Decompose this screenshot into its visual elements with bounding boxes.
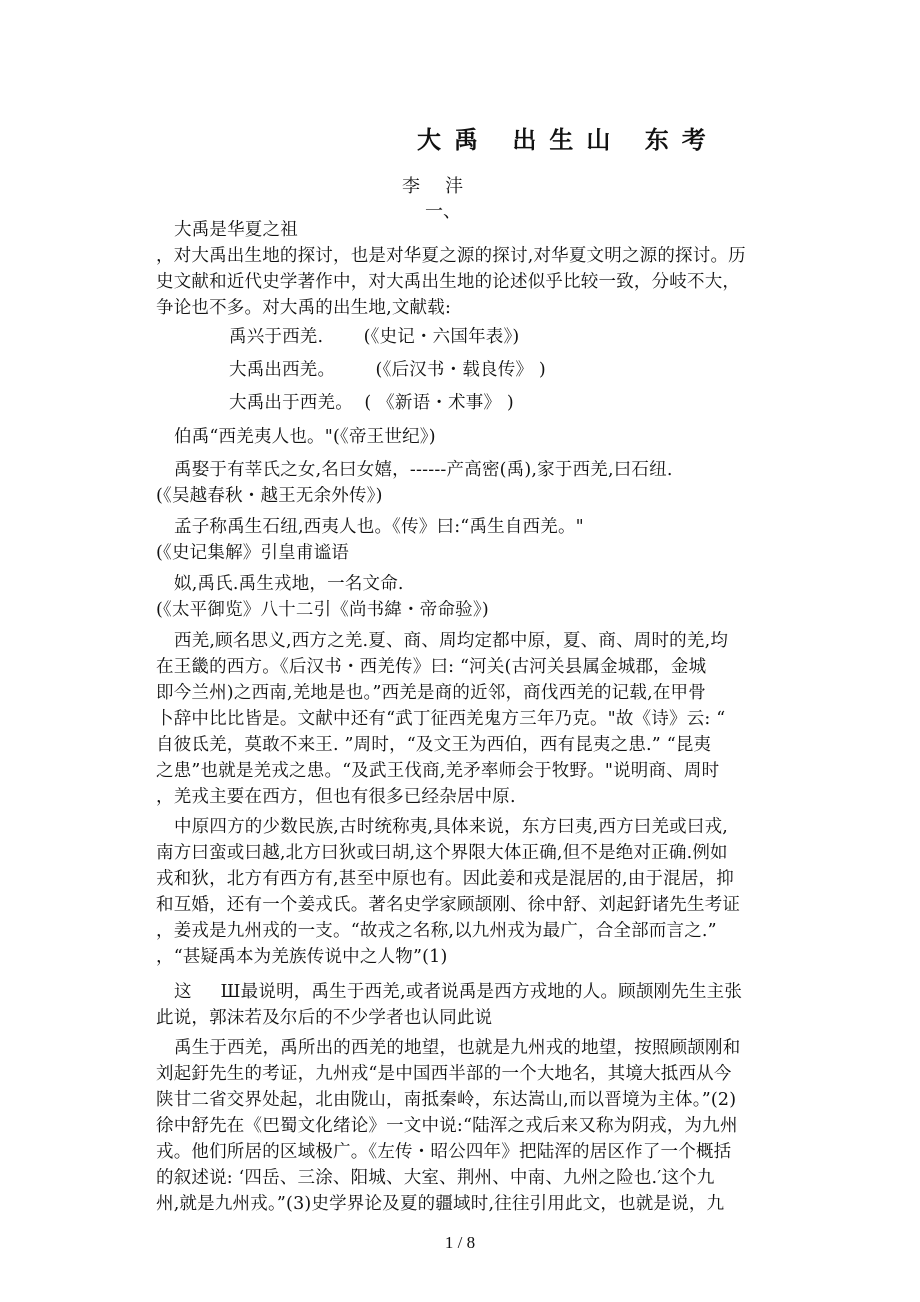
author-name: 李 沣: [402, 176, 466, 197]
text-line: 此说，郭沫若及尔后的不少学者也认同此说: [156, 1008, 493, 1028]
text-line: 伯禹“西羌夷人也。"(《帝王世纪》): [174, 427, 436, 447]
citation-line: (《太平御览》八十二引《尚书緯・帝命验》): [156, 600, 489, 620]
text-line: 的叙述说: ‘四岳、三涂、阳城、大室、荆州、中南、九州之险也.′这个九: [156, 1168, 715, 1188]
text-line: 姒,禹氏.禹生戎地，一名文命.: [174, 574, 404, 594]
text-line: ，“甚疑禹本为羌族传说中之人物”(1): [156, 947, 448, 967]
text-line: 这 Ш最说明，禹生于西羌,或者说禹是西方戎地的人。顾颉刚先生主张: [174, 982, 743, 1002]
text-line: 和互婚，还有一个姜戎氏。著名史学家顾颉刚、徐中舒、刘起釪诸先生考证: [156, 895, 741, 915]
text-line: 刘起釪先生的考证，九州戎“是中国西半部的一个大地名，其境大抵西从今: [156, 1064, 732, 1084]
section-number: 一、: [425, 201, 461, 222]
text-line: 禹娶于有莘氏之女,名曰女嬉，------产高密(禹),家于西羌,曰石纽.: [174, 460, 673, 480]
text-line: 戎。他们所居的区域极广。《左传・昭公四年》把陆浑的居区作了一个概括: [156, 1142, 732, 1162]
text-line: 禹生于西羌，禹所出的西羌的地望，也就是九州戎的地望，按照顾颉刚和: [174, 1038, 741, 1058]
citation-line: 大禹出西羌。 (《后汉书・载良传》 ): [229, 360, 546, 380]
text-line: 争论也不多。对大禹的出生地,文献载:: [156, 298, 452, 318]
text-line: 自彼氐羌，莫敢不来王. ”周时，“及文王为西伯，西有昆夷之患.” “昆夷: [156, 735, 712, 755]
text-line: 史文献和近代史学著作中，对大禹出生地的论述似乎比较一致，分岐不大，: [156, 272, 741, 292]
text-line: 戎和狄，北方有西方有,甚至中原也有。因此姜和戎是混居的,由于混居，抑: [156, 869, 734, 889]
text-line: 南方曰蛮或曰越,北方曰狄或曰胡,这个界限大体正确,但不是绝对正确.例如: [156, 843, 728, 863]
text-line: 徐中舒先在《巴蜀文化绪论》一文中说:“陆浑之戎后来又称为阴戎，为九州: [156, 1116, 738, 1136]
text-line: 大禹是华夏之祖: [174, 220, 298, 240]
text-line: 中原四方的少数民族,古时统称夷,具体来说，东方曰夷,西方曰羌或曰戎,: [174, 817, 729, 837]
text-line: 卜辞中比比皆是。文献中还有“武丁征西羌鬼方三年乃克。"故《诗》云: “: [156, 709, 726, 729]
text-line: 州,就是九州戎。”(3)史学界论及夏的疆域时,往往引用此文，也就是说，九: [156, 1194, 725, 1214]
text-line: ，对大禹出生地的探讨，也是对华夏之源的探讨,对华夏文明之源的探讨。历: [156, 246, 746, 266]
text-line: 孟子称禹生石纽,西夷人也。《传》曰:“禹生自西羌。": [174, 517, 584, 537]
citation-line: (《史记集解》引皇甫谧语: [156, 543, 349, 563]
text-line: 西羌,顾名思义,西方之羌.夏、商、周均定都中原，夏、商、周时的羌,均: [174, 631, 729, 651]
text-line: 即今兰州)之西南,羌地是也。”西羌是商的近邻，商伐西羌的记载,在甲骨: [156, 683, 706, 703]
text-line: ，羌戎主要在西方，但也有很多已经杂居中原.: [156, 787, 516, 807]
citation-line: (《吴越春秋・越王无余外传》): [156, 486, 383, 506]
text-line: ，姜戎是九州戎的一支。“故戎之名称,以九州戎为最广，合全部而言之.”: [156, 921, 717, 941]
page-number: 1 / 8: [444, 1233, 476, 1252]
text-line: 陕甘二省交界处起，北由陇山，南抵秦岭，东达嵩山,而以晋境为主体。”(2): [156, 1090, 737, 1110]
text-line: 之患”也就是羌戎之患。“及武王伐商,羌矛率师会于牧野。"说明商、周时: [156, 761, 720, 781]
citation-line: 禹兴于西羌. (《史记・六国年表》): [229, 327, 520, 347]
text-line: 在王畿的西方。《后汉书・西羌传》曰: “河关(古河关县属金城郡，金城: [156, 657, 707, 677]
citation-line: 大禹出于西羌。 ( 《新语・术事》 ): [229, 393, 514, 413]
document-title: 大禹 出生山 东考: [417, 126, 719, 154]
